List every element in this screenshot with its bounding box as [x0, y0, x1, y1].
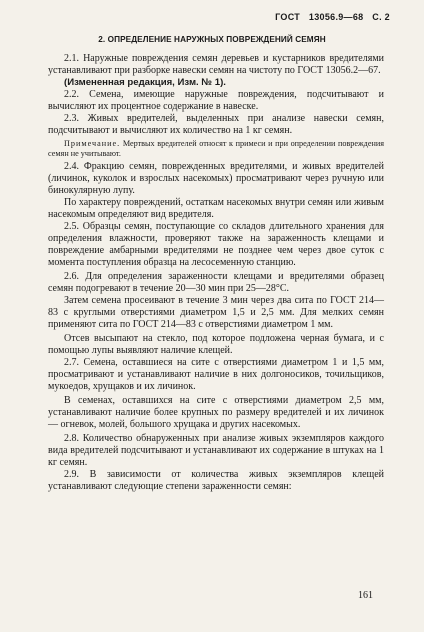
- paragraph-2-4: 2.4. Фракцию семян, поврежденных вредителями, и живых вредителей (личинок, куколок и взрослых насекомых) просматривают через ручную или бинокулярную лупу.: [48, 161, 384, 196]
- paragraph-2-8: 2.8. Количество обнаруженных при анализе живых экземпляров каждого вида вредителей подсчитывают и устанавливают их содержание в штуках на 1 кг семян.: [48, 433, 384, 468]
- amendment-note: (Измененная редакция, Изм. № 1).: [64, 77, 226, 88]
- note-label: Примечание.: [64, 139, 121, 148]
- note: [48, 139, 384, 159]
- paragraph-2-7: 2.7. Семена, оставшиеся на сите с отверстиями диаметром 1 и 1,5 мм, просматривают и устанавливают наличие в них долгоносиков, точильщиков, мукоедов, хрущаков и их личинок.: [48, 357, 384, 392]
- paragraph-2-6: 2.6. Для определения зараженности клещами и вредителями образец семян подогревают в течение 20—30 мин при 25—28°С.: [48, 271, 384, 294]
- paragraph-2-1: 2.1. Наружные повреждения семян деревьев и кустарников вредителями устанавливают при разборке навески семян на чистоту по ГОСТ 13056.2—67.: [48, 53, 384, 76]
- paragraph-2-9: 2.9. В зависимости от количества живых экземпляров клещей устанавливают следующие степени зараженности семян:: [48, 469, 384, 492]
- section-title: 2. ОПРЕДЕЛЕНИЕ НАРУЖНЫХ ПОВРЕЖДЕНИЙ СЕМЯН: [98, 35, 326, 44]
- note-text: Мертвых вредителей относят к примеси и при определении повреждения семян не учитывают.: [48, 139, 384, 158]
- paragraph-2-6-sift: Отсев высыпают на стекло, под которое подложена черная бумага, и с помощью лупы выявляют наличие клещей.: [48, 333, 384, 356]
- paragraph-2-2: 2.2. Семена, имеющие наружные повреждения, подсчитывают и вычисляют их процентное содержание в навеске.: [48, 89, 384, 112]
- page-number: 161: [358, 590, 373, 601]
- header-gost: ГОСТ: [275, 12, 301, 22]
- document-header: [269, 12, 390, 22]
- document-body: [48, 53, 384, 493]
- paragraph-2-5: 2.5. Образцы семян, поступающие со складов длительного хранения для определения влажности, проверяют также на зараженность клещами и повреждение амбарными вредителями не позднее чем через двое суток с момента поступления образца на лесосеменную станцию.: [48, 221, 384, 268]
- paragraph-2-6-sieve: Затем семена просеивают в течение 3 мин через два сита по ГОСТ 214—83 с круглыми отверстиями диаметром 1,5 и 2,5 мм. Для мелких семян применяют сита по ГОСТ 214—83 с отверстиями диаметром 1 мм.: [48, 295, 384, 330]
- paragraph-2-4-cont: По характеру повреждений, остаткам насекомых внутри семян или живым насекомым определяют вид вредителя.: [48, 197, 384, 220]
- paragraph-2-3: 2.3. Живых вредителей, выделенных при анализе навески семян, подсчитывают и вычисляют их количество на 1 кг семян.: [48, 113, 384, 136]
- paragraph-2-7-cont: В семенах, оставшихся на сите с отверстиями диаметром 2,5 мм, устанавливают наличие более крупных по размеру вредителей и их личинок — огневок, молей, большого хрущака и других насекомых.: [48, 395, 384, 430]
- header-page: С. 2: [372, 12, 390, 22]
- header-standard-number: 13056.9—68: [308, 12, 364, 22]
